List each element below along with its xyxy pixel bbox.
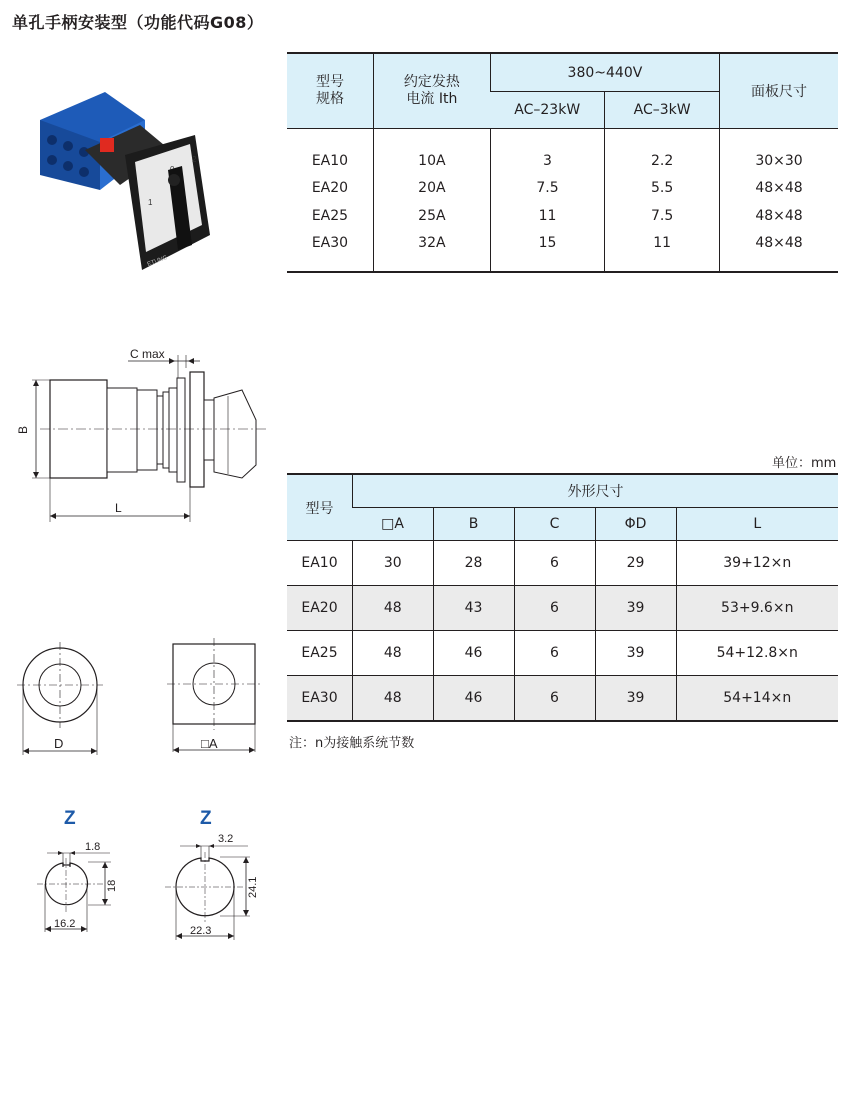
cell-d: 39 (595, 676, 676, 722)
cell-l: 53+9.6×n (676, 586, 838, 631)
cell-panel: 48×48 (720, 175, 838, 203)
cell-a: 48 (353, 586, 434, 631)
dial-label-1: 1 (148, 198, 153, 207)
header-voltage: 380~440V (490, 53, 719, 92)
brand-mark: ETUNG (146, 255, 169, 268)
unit-label: 单位：mm (772, 456, 837, 471)
cell-panel: 30×30 (720, 129, 838, 175)
cell-ac23: 3 (490, 129, 604, 175)
z1-height: 18 (106, 879, 118, 892)
table-row (287, 202, 838, 230)
cell-panel: 48×48 (720, 202, 838, 230)
label-z1: Z (64, 808, 76, 829)
cell-model: EA10 (311, 152, 349, 169)
cell-model: EA10 (287, 541, 353, 586)
cell-model: EA20 (311, 180, 349, 197)
cell-ac23: 7.5 (490, 175, 604, 203)
z2-width: 3.2 (218, 833, 234, 845)
z1-diameter: 16.2 (54, 918, 76, 930)
side-view-drawing (10, 340, 280, 530)
table-row (287, 676, 838, 722)
header-model: 型号 (287, 474, 353, 541)
cell-l: 39+12×n (676, 541, 838, 586)
table-row (287, 175, 838, 203)
header-panel: 面板尺寸 (720, 53, 838, 129)
header-b: B (433, 508, 514, 541)
footnote: 注：n为接触系统节数 (289, 736, 415, 751)
page-title: 单孔手柄安装型（功能代码G08） (12, 13, 264, 32)
header-dimensions: 外形尺寸 (353, 474, 839, 508)
cell-panel: 48×48 (720, 230, 838, 273)
header-a: □A (353, 508, 434, 541)
cell-c: 6 (514, 586, 595, 631)
header-c: C (514, 508, 595, 541)
cell-ac3: 2.2 (605, 129, 720, 175)
cell-c: 6 (514, 631, 595, 676)
cell-model: EA30 (287, 676, 353, 722)
header-ac3: AC–3kW (605, 92, 720, 129)
cell-d: 29 (595, 541, 676, 586)
cell-b: 43 (433, 586, 514, 631)
label-a: □A (201, 736, 218, 751)
cell-b: 28 (433, 541, 514, 586)
header-model: 型号 规格 (287, 53, 373, 129)
table-row (287, 230, 838, 273)
round-view-drawing (15, 640, 115, 755)
label-cmax: C max (130, 347, 165, 361)
cell-ac3: 5.5 (605, 175, 720, 203)
cell-c: 6 (514, 541, 595, 586)
square-view-drawing (165, 638, 265, 755)
table-row (287, 129, 838, 175)
table-row (287, 586, 838, 631)
z2-diameter: 22.3 (190, 925, 212, 937)
header-ac23: AC–23kW (490, 92, 604, 129)
z1-width: 1.8 (85, 841, 101, 853)
cell-a: 30 (353, 541, 434, 586)
cell-l: 54+14×n (676, 676, 838, 722)
red-cam-block (100, 138, 114, 152)
header-l: L (676, 508, 838, 541)
cell-ac23: 11 (490, 202, 604, 230)
table-row (287, 541, 838, 586)
shaft-z2-drawing (160, 800, 270, 940)
cell-ith: 32A (373, 230, 490, 273)
cell-ith: 10A (373, 129, 490, 175)
header-d: ΦD (595, 508, 676, 541)
label-l: L (115, 501, 122, 515)
cell-ith: 25A (373, 202, 490, 230)
header-current: 约定发热 电流 Ith (373, 53, 490, 129)
cell-c: 6 (514, 676, 595, 722)
label-b: B (16, 425, 30, 434)
cell-a: 48 (353, 631, 434, 676)
cell-ac3: 11 (605, 230, 720, 273)
cell-ac3: 7.5 (605, 202, 720, 230)
cell-d: 39 (595, 631, 676, 676)
ratings-table (287, 52, 838, 273)
cell-l: 54+12.8×n (676, 631, 838, 676)
cell-model: EA25 (311, 207, 349, 224)
dial-label-2: 2 (192, 155, 197, 164)
cell-d: 39 (595, 586, 676, 631)
product-photo (30, 80, 230, 280)
cell-ac23: 15 (490, 230, 604, 273)
label-z2: Z (200, 808, 212, 829)
label-d: D (54, 736, 64, 751)
cell-b: 46 (433, 676, 514, 722)
cell-ith: 20A (373, 175, 490, 203)
dimensions-table (287, 473, 838, 722)
cell-model: EA30 (287, 230, 373, 273)
table-row (287, 631, 838, 676)
z2-height: 24.1 (247, 876, 259, 898)
cell-model: EA20 (287, 586, 353, 631)
cell-b: 46 (433, 631, 514, 676)
shaft-z1-drawing (35, 800, 125, 935)
cell-model: EA25 (287, 631, 353, 676)
cell-a: 48 (353, 676, 434, 722)
